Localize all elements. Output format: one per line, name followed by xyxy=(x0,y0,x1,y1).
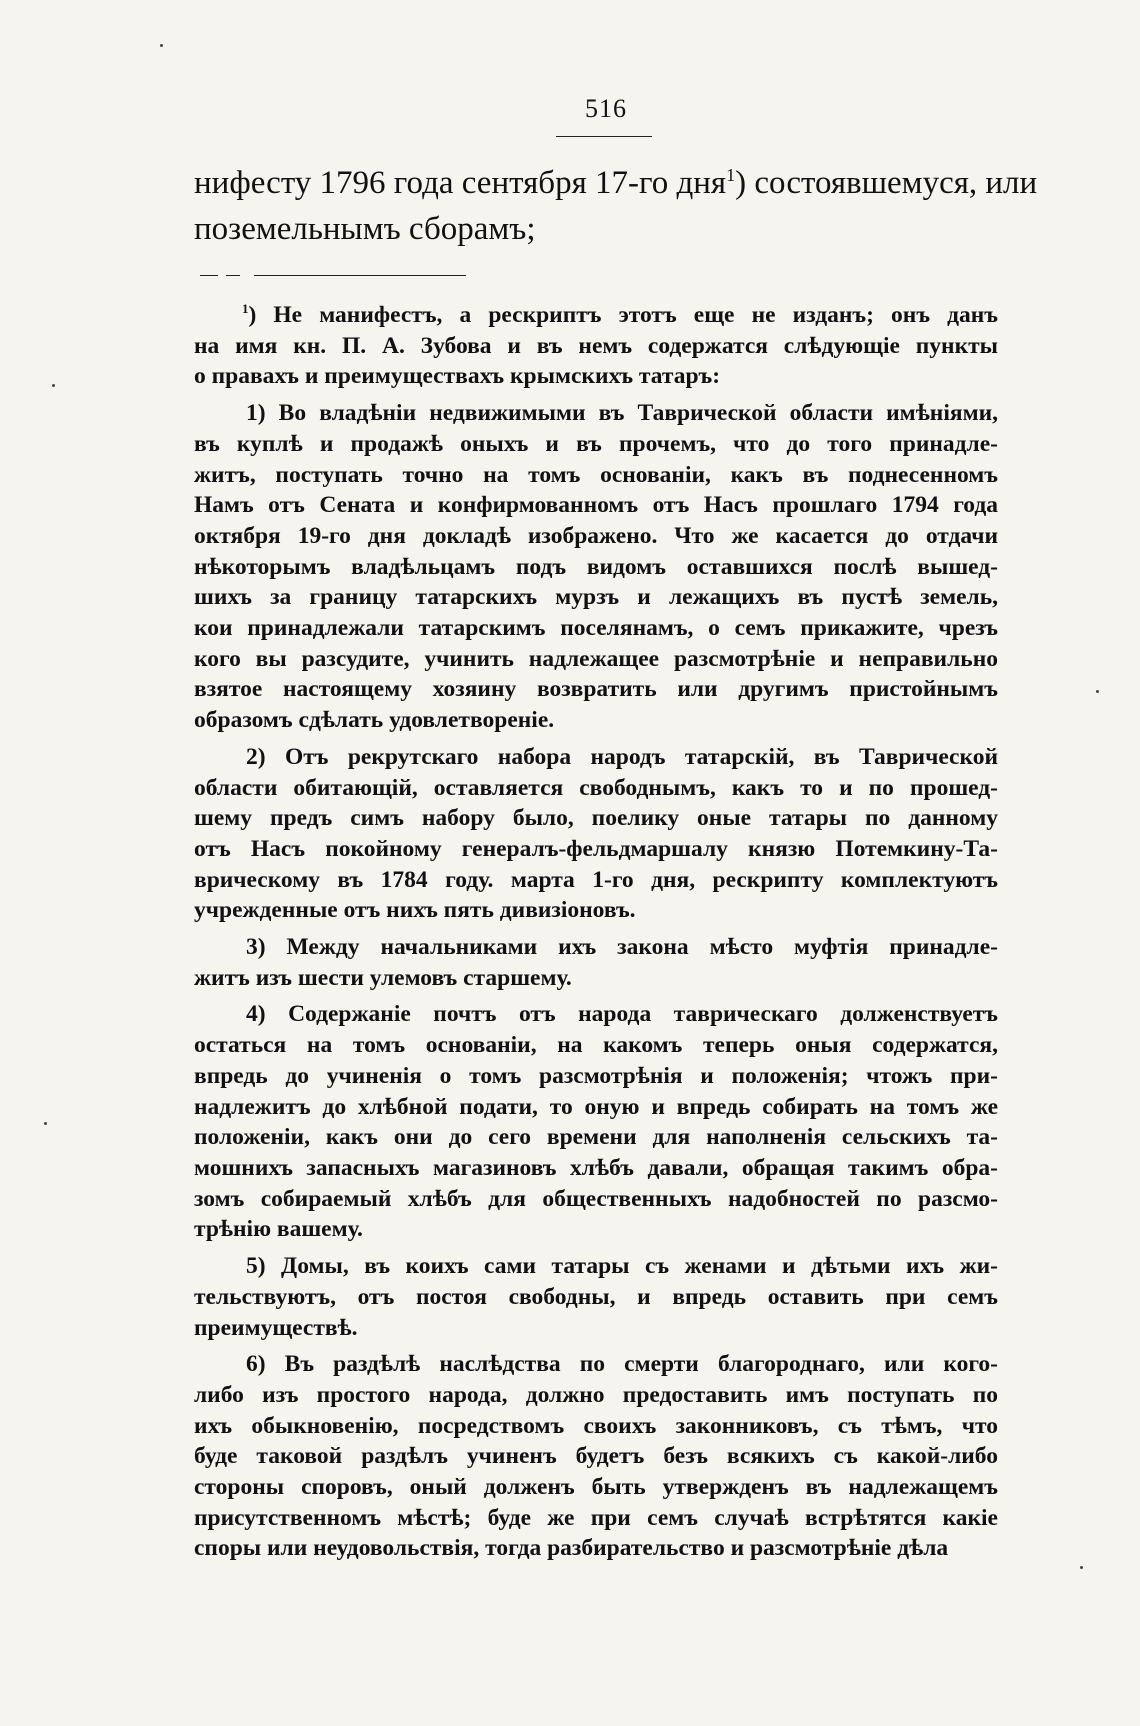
footnote-paragraph-2-line: врическому въ 1784 году. марта 1-го дня, рескрипту комплектуютъ xyxy=(194,866,998,893)
footnote-paragraph-2-line: области обитающій, оставляется свободнымъ, какъ то и по прошед- xyxy=(194,774,998,801)
footnote-line: о правахъ и преимуществахъ крымскихъ татаръ: xyxy=(194,363,721,390)
footnote-paragraph-5-line: преимуществѣ. xyxy=(194,1314,358,1341)
footnote-paragraph-1-line: шихъ за границу татарскихъ мурзъ и лежащихъ въ пустѣ земель, xyxy=(194,584,998,611)
footnote-paragraph-6-line: ихъ обыкновенію, посредствомъ своихъ законниковъ, съ тѣмъ, что xyxy=(194,1412,998,1439)
footnote-paragraph-4-line: мошнихъ запасныхъ магазиновъ хлѣбъ давали, обращая такимъ обра- xyxy=(194,1154,998,1181)
footnote-paragraph-4-line: впредь до учиненія о томъ разсмотрѣнія и положенія; чтожъ при- xyxy=(194,1062,998,1089)
footnote-paragraph-5-line: тельствуютъ, отъ постоя свободны, и впредь оставить при семъ xyxy=(194,1283,998,1310)
footnote-intro-text: ) Не манифестъ, а рескриптъ этотъ еще не изданъ; онъ данъ xyxy=(248,302,998,328)
footnote-paragraph-1-line: октября 19-го дня докладѣ изображено. Что же касается до отдачи xyxy=(194,522,998,549)
footnote-paragraph-2-line: шему предъ симъ набору было, поелику оные татары по данному xyxy=(194,805,998,832)
footnote-paragraph-3-line: житъ изъ шести улемовъ старшему. xyxy=(194,964,572,991)
footnote-paragraph-4-line: трѣнію вашему. xyxy=(194,1216,363,1243)
footnote-reference: 1 xyxy=(726,165,736,185)
main-text xyxy=(194,160,1038,252)
footnote-paragraph-4-line: 4) Содержаніе почтъ отъ народа таврическаго долженствуетъ xyxy=(246,1001,998,1028)
footnote-separator xyxy=(226,275,240,276)
footnote-marker: 1 xyxy=(242,301,249,317)
footnote-paragraph-1-line: образомъ сдѣлать удовлетвореніе. xyxy=(194,707,555,734)
footnote-paragraph-6-line: присутственномъ мѣстѣ; буде же при семъ случаѣ встрѣтятся какіе xyxy=(194,1504,998,1531)
main-text-line-2: поземельнымъ сборамъ; xyxy=(194,211,536,247)
footnote-paragraph-2-line: учрежденные отъ нихъ пять дивизіоновъ. xyxy=(194,897,636,924)
scan-speck xyxy=(1096,690,1099,693)
main-text-line-1-head: нифесту 1796 года сентября 17-го дня xyxy=(194,165,727,201)
footnote-paragraph-5-line: 5) Домы, въ коихъ сами татары съ женами и дѣтьми ихъ жи- xyxy=(246,1253,998,1280)
footnote xyxy=(194,300,998,1564)
footnote-paragraph-1-line: кого вы разсудите, учинить надлежащее разсмотрѣніе и неправильно xyxy=(194,645,998,672)
scan-speck xyxy=(160,44,163,47)
footnote-paragraph-6-line: стороны споровъ, оный долженъ быть утвержденъ въ надлежащемъ xyxy=(194,1474,998,1501)
scan-speck xyxy=(52,384,55,387)
footnote-paragraph-1-line: житъ, поступать точно на томъ основаніи, какъ въ поднесенномъ xyxy=(194,461,998,488)
page-number-rule xyxy=(556,136,652,137)
footnote-paragraph-1-line: въ куплѣ и продажѣ оныхъ и въ прочемъ, что до того принадле- xyxy=(194,430,998,457)
footnote-line xyxy=(194,300,998,331)
footnote-paragraph-4-line: надлежитъ до хлѣбной подати, то оную и впредь собирать на томъ же xyxy=(194,1093,998,1120)
footnote-paragraph-2-line: 2) Отъ рекрутскаго набора народъ татарскій, въ Таврической xyxy=(246,743,998,770)
footnote-paragraph-6-line: либо изъ простого народа, должно предоставить имъ поступать по xyxy=(194,1381,998,1408)
footnote-line: на имя кн. П. А. Зубова и въ немъ содержатся слѣдующіе пункты xyxy=(194,332,998,359)
main-text-line-1-tail: ) состоявшемуся, или xyxy=(735,165,1038,201)
page-number: 516 xyxy=(585,94,627,123)
footnote-paragraph-1-line: нѣкоторымъ владѣльцамъ подъ видомъ оставшихся послѣ вышед- xyxy=(194,553,998,580)
footnote-paragraph-4-line: зомъ собираемый хлѣбъ для общественныхъ надобностей по разсмо- xyxy=(194,1185,998,1212)
main-text-line-1 xyxy=(194,160,1038,206)
footnote-paragraph-1-line: взятое настоящему хозяину возвратить или другимъ пристойнымъ xyxy=(194,676,998,703)
scan-speck xyxy=(44,1122,47,1125)
footnote-paragraph-6-line: споры или неудовольствія, тогда разбирательство и разсмотрѣніе дѣла xyxy=(194,1535,949,1562)
footnote-paragraph-4-line: положеніи, какъ они до сего времени для наполненія сельскихъ та- xyxy=(194,1124,998,1151)
footnote-paragraph-6-line: 6) Въ раздѣлѣ наслѣдства по смерти благороднаго, или кого- xyxy=(246,1351,998,1378)
footnote-separator xyxy=(200,275,218,276)
footnote-paragraph-2-line: отъ Насъ покойному генералъ-фельдмаршалу князю Потемкину-Та- xyxy=(194,835,998,862)
footnote-paragraphs xyxy=(194,392,998,1564)
footnote-paragraph-1-line: Намъ отъ Сената и конфирмованномъ отъ Насъ прошлаго 1794 года xyxy=(194,492,998,519)
footnote-paragraph-6-line: буде таковой раздѣлъ учиненъ будетъ безъ всякихъ съ какой-либо xyxy=(194,1443,998,1470)
footnote-paragraph-4-line: остаться на томъ основаніи, на какомъ теперь оныя содержатся, xyxy=(194,1032,998,1059)
footnote-separator xyxy=(254,275,466,276)
scan-speck xyxy=(1080,1566,1083,1569)
footnote-paragraph-1-line: 1) Во владѣніи недвижимыми въ Таврической области имѣніями, xyxy=(246,400,998,427)
footnote-paragraph-3-line: 3) Между начальниками ихъ закона мѣсто муфтія принадле- xyxy=(246,934,998,961)
footnote-paragraph-1-line: кои принадлежали татарскимъ поселянамъ, о семъ прикажите, чрезъ xyxy=(194,615,998,642)
